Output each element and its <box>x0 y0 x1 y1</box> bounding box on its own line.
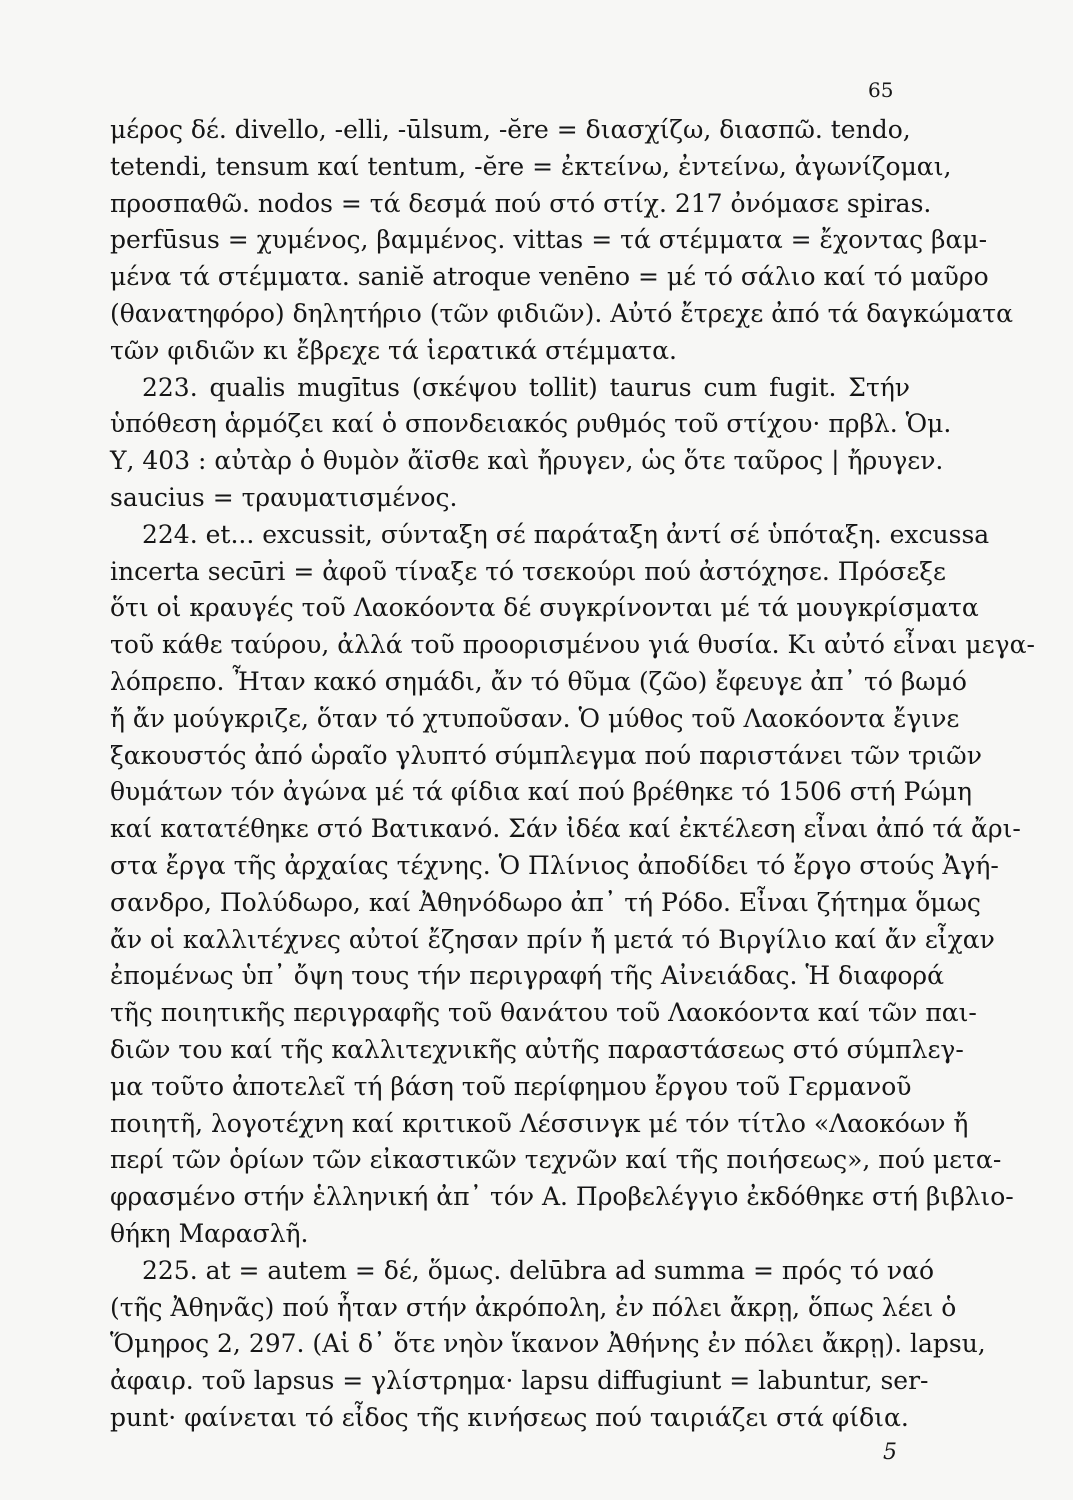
text-line: (θανατηφόρο) δηλητήριο (τῶν φιδιῶν). Αὐτό ἔτρεχε ἀπό τά δαγκώματα <box>110 298 1013 328</box>
text-line: θήκη Μαρασλῆ. <box>110 1218 309 1248</box>
text-line: 225. at = autem = δέ, ὅμως. delūbra ad summa = πρός τό ναό <box>142 1255 935 1285</box>
text-line: προσπαθῶ. nodos = τά δεσμά πού στό στίχ. 217 ὀνόμασε spiras. <box>110 188 932 218</box>
text-line: ὑπόθεση ἁρμόζει καί ὁ σπονδειακός ρυθμός τοῦ στίχου· πρβλ. Ὁμ. <box>110 409 952 439</box>
text-line: μα τοῦτο ἀποτελεῖ τή βάση τοῦ περίφημου ἔργου τοῦ Γερμανοῦ <box>110 1071 912 1101</box>
text-line: incerta secūri = ἀφοῦ τίναξε τό τσεκούρι πού ἀστόχησε. Πρόσεξε <box>110 556 946 586</box>
text-line: στα ἔργα τῆς ἀρχαίας τέχνης. Ὁ Πλίνιος ἀποδίδει τό ἔργο στούς Ἀγή- <box>110 850 999 880</box>
text-line: saucius = τραυματισμένος. <box>110 482 458 512</box>
text-line: καί κατατέθηκε στό Βατικανό. Σάν ἰδέα καί ἐκτέλεση εἶναι ἀπό τά ἄρι- <box>110 814 1021 844</box>
text-line: μέρος δέ. divello, -elli, -ūlsum, -ĕre = διασχίζω, διασπῶ. tendo, <box>110 115 911 144</box>
text-line: περί τῶν ὁρίων τῶν εἰκαστικῶν τεχνῶν καί τῆς ποιήσεως», πού μετα- <box>110 1145 1002 1175</box>
text-line: φρασμένο στήν ἑλληνική ἀπ᾽ τόν Α. Προβελέγγιο ἐκδόθηκε στή βιβλιο- <box>110 1182 1014 1212</box>
text-block <box>110 112 1035 1437</box>
text-line: tetendi, tensum καί tentum, -ĕre = ἐκτείνω, ἐντείνω, ἀγωνίζομαι, <box>110 151 952 181</box>
text-line: μένα τά στέμματα. saniĕ atroque venēno = μέ τό σάλιο καί τό μαῦρο <box>110 262 989 292</box>
text-line: ἀφαιρ. τοῦ lapsus = γλίστρημα· lapsu diffugiunt = labuntur, ser- <box>110 1366 929 1396</box>
text-line: 224. et... excussit, σύνταξη σέ παράταξη ἀντί σέ ὑπόταξη. excussa <box>142 519 990 549</box>
text-line: σανδρο, Πολύδωρο, καί Ἀθηνόδωρο ἀπ᾽ τή Ρόδο. Εἶναι ζήτημα ὅμως <box>110 887 981 917</box>
text-line: Ὅμηρος 2, 297. (Αἱ δ᾽ ὅτε νηὸν ἵκανον Ἀθήνης ἐν πόλει ἄκρῃ). lapsu, <box>110 1329 986 1359</box>
text-line: ποιητῆ, λογοτέχνη καί κριτικοῦ Λέσσινγκ μέ τόν τίτλο «Λαοκόων ἤ <box>110 1108 969 1138</box>
printer-signature: 5 <box>883 1440 897 1465</box>
text-line: τοῦ κάθε ταύρου, ἀλλά τοῦ προορισμένου γιά θυσία. Κι αὐτό εἶναι μεγα- <box>110 630 1035 660</box>
text-line: perfūsus = χυμένος, βαμμένος. vittas = τά στέμματα = ἔχοντας βαμ- <box>110 225 988 255</box>
text-line: ξακουστός ἀπό ὡραῖο γλυπτό σύμπλεγμα πού παριστάνει τῶν τριῶν <box>110 740 982 770</box>
text-line: ἤ ἄν μούγκριζε, ὅταν τό χτυποῦσαν. Ὁ μύθος τοῦ Λαοκόοντα ἔγινε <box>110 703 960 733</box>
text-line: Υ, 403 : αὐτὰρ ὁ θυμὸν ἄϊσθε καὶ ἤρυγεν, ὡς ὅτε ταῦρος | ἤρυγεν. <box>110 446 944 476</box>
text-line: punt· φαίνεται τό εἶδος τῆς κινήσεως πού ταιριάζει στά φίδια. <box>110 1402 909 1432</box>
page-number: 65 <box>868 78 894 102</box>
text-line: ἄν οἱ καλλιτέχνες αὐτοί ἔζησαν πρίν ἤ μετά τό Βιργίλιο καί ἄν εἶχαν <box>110 924 995 954</box>
text-line: τῆς ποιητικῆς περιγραφῆς τοῦ θανάτου τοῦ Λαοκόοντα καί τῶν παι- <box>110 998 977 1028</box>
text-line: (τῆς Ἀθηνᾶς) πού ἦταν στήν ἀκρόπολη, ἐν πόλει ἄκρῃ, ὅπως λέει ὁ <box>110 1292 957 1322</box>
text-line: ἐπομένως ὑπ᾽ ὄψη τους τήν περιγραφή τῆς Αἰνειάδας. Ἡ διαφορά <box>110 961 944 991</box>
text-line: θυμάτων τόν ἀγώνα μέ τά φίδια καί πού βρέθηκε τό 1506 στή Ρώμη <box>110 777 972 807</box>
text-line: 223. qualis mugītus (σκέψου tollit) taurus cum fugit. Στήν <box>142 372 910 402</box>
text-line: διῶν του καί τῆς καλλιτεχνικῆς αὐτῆς παραστάσεως στό σύμπλεγ- <box>110 1034 964 1064</box>
text-line: τῶν φιδιῶν κι ἔβρεχε τά ἱερατικά στέμματα. <box>110 335 677 365</box>
text-line: λόπρεπο. Ἦταν κακό σημάδι, ἄν τό θῦμα (ζῶο) ἔφευγε ἀπ᾽ τό βωμό <box>110 666 967 696</box>
text-line: ὅτι οἱ κραυγές τοῦ Λαοκόοντα δέ συγκρίνονται μέ τά μουγκρίσματα <box>110 593 979 623</box>
